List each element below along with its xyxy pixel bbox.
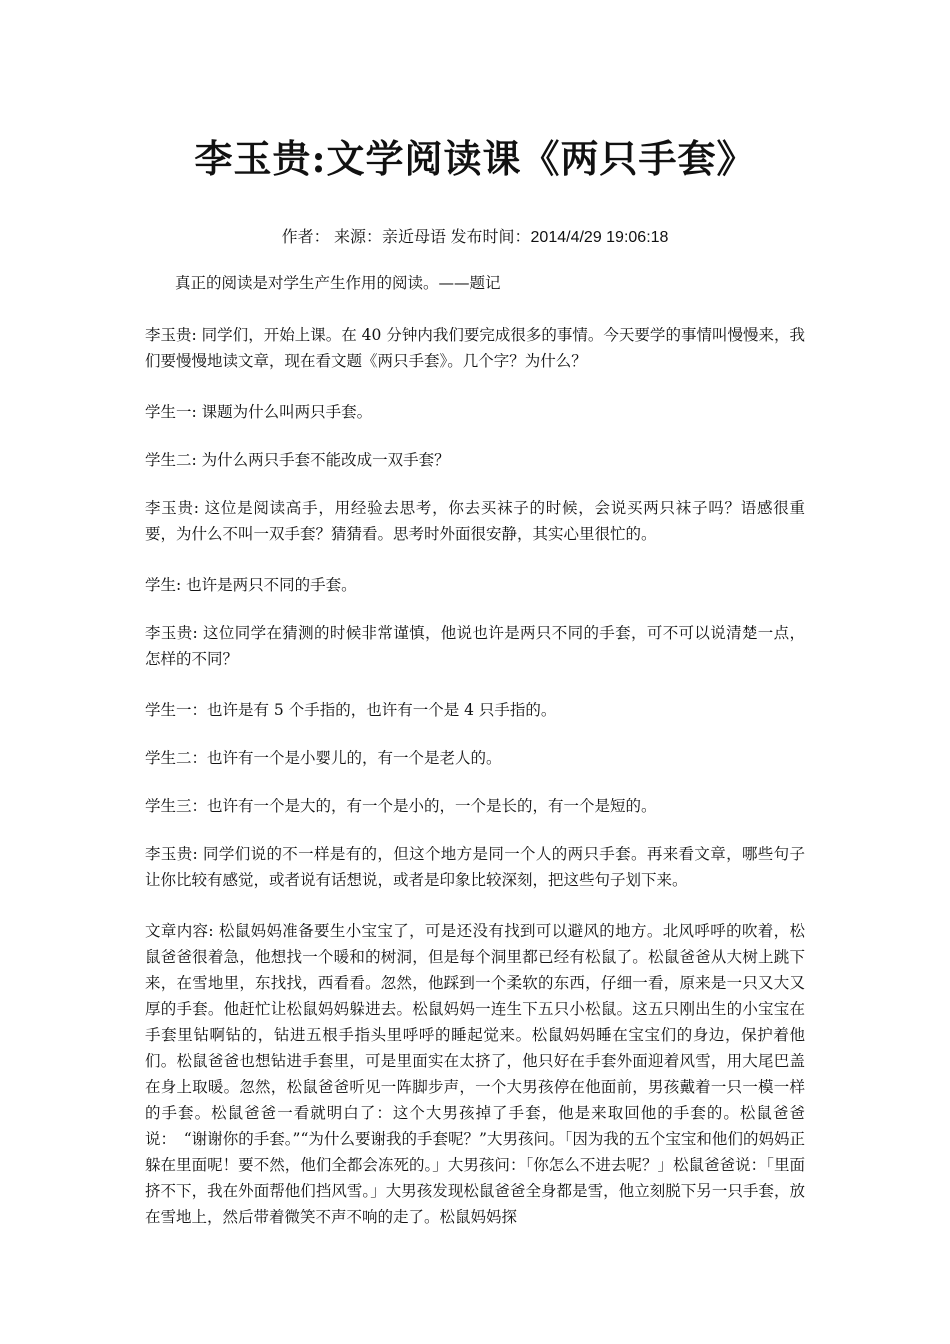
source-label: 来源： (334, 229, 383, 246)
paragraph: 学生二: 为什么两只手套不能改成一双手套？ (145, 451, 450, 469)
epigraph: 真正的阅读是对学生产生作用的阅读。——题记 (175, 274, 501, 292)
paragraph: 学生一: 课题为什么叫两只手套。 (145, 403, 373, 421)
source-value: 亲近母语 (382, 229, 447, 246)
paragraph: 学生一：也许是有 5 个手指的，也许有一个是 4 只手指的。 (145, 701, 557, 719)
paragraph: 李玉贵: 同学们说的不一样是有的，但这个地方是同一个人的两只手套。再来看文章，哪些句子让你比较有感觉，或者说有话想说，或者是印象比较深刻，把这些句子划下来。 (145, 845, 805, 889)
author-label: 作者： (281, 229, 330, 246)
paragraph: 李玉贵: 同学们，开始上课。在 40 分钟内我们要完成很多的事情。今天要学的事情叫慢慢来，我们要慢慢地读文章，现在看文题《两只手套》。几个字？为什么？ (145, 326, 805, 370)
paragraph: 学生: 也许是两只不同的手套。 (145, 576, 357, 594)
paragraph: 李玉贵: 这位是阅读高手，用经验去思考，你去买袜子的时候，会说买两只袜子吗？语感很重要，为什么不叫一双手套？猜猜看。思考时外面很安静，其实心里很忙的。 (145, 499, 805, 543)
time-value: 2014/4/29 19:06:18 (530, 229, 669, 246)
paragraph: 文章内容: 松鼠妈妈准备要生小宝宝了，可是还没有找到可以避风的地方。北风呼呼的吹着，松鼠爸爸很着急，他想找一个暖和的树洞，但是每个洞里都已经有松鼠了。松鼠爸爸从大树上跳下来，在雪地里，东找找，西看看。忽然，他踩到一个柔软的东西，仔细一看，原来是一只又大又厚的手套。他赶忙让松鼠妈妈躲进去。松鼠妈妈一连生下五只小松鼠。这五只刚出生的小宝宝在手套里钻啊钻的，钻进五根手指头里呼呼的睡起觉来。松鼠妈妈睡在宝宝们的身边，保护着他们。松鼠爸爸也想钻进手套里，可是里面实在太挤了，他只好在手套外面迎着风雪，用大尾巴盖在身上取暖。忽然，松鼠爸爸听见一阵脚步声，一个大男孩停在他面前，男孩戴着一只一模一样的手套。松鼠爸爸一看就明白了：这个大男孩掉了手套，他是来取回他的手套的。松鼠爸爸说： “谢谢你的手套。”“为什么要谢我的手套呢？”大男孩问。「因为我的五个宝宝和他们的妈妈正躲在里面呢！要不然，他们全都会冻死的。」大男孩问：「你怎么不进去呢？」松鼠爸爸说：「里面挤不下，我在外面帮他们挡风雪。」大男孩发现松鼠爸爸全身都是雪，他立刻脱下另一只手套，放在雪地上，然后带着微笑不声不响的走了。松鼠妈妈探 (145, 922, 805, 1226)
paragraph: 李玉贵: 这位同学在猜测的时候非常谨慎，他说也许是两只不同的手套，可不可以说清楚一点，怎样的不同？ (145, 624, 805, 668)
page-title: 李玉贵:文学阅读课《两只手套》 (194, 136, 756, 181)
article-meta (0, 224, 950, 247)
paragraph: 学生三：也许有一个是大的，有一个是小的，一个是长的，有一个是短的。 (145, 797, 657, 815)
paragraph: 学生二：也许有一个是小婴儿的，有一个是老人的。 (145, 749, 502, 767)
time-label: 发布时间： (450, 229, 531, 246)
